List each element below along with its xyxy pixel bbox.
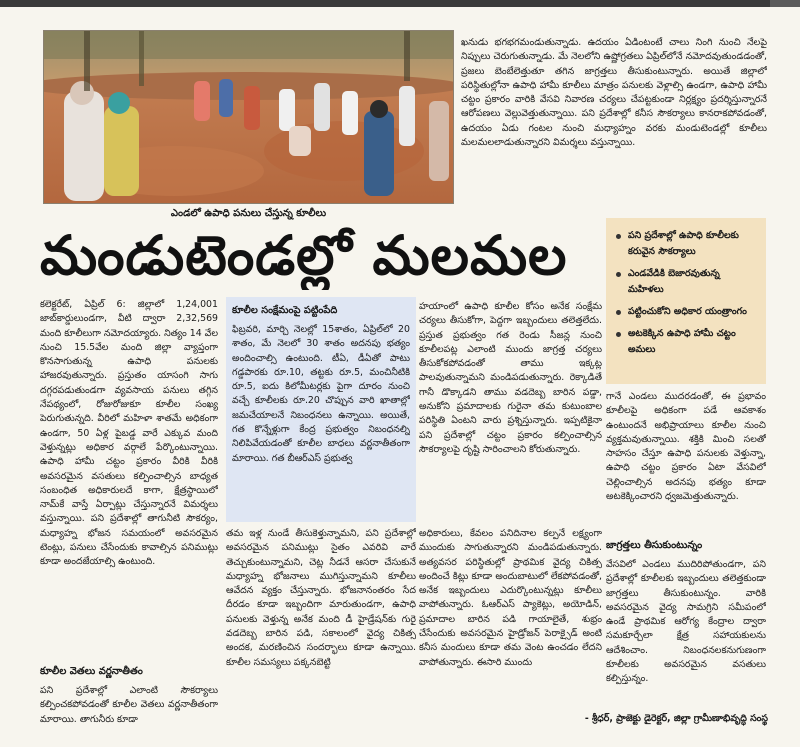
byline: - శ్రీధర్, ప్రాజెక్టు డైరెక్టర్, జిల్లా గ్రామీణాభివృద్ధి సంస్థ: [584, 713, 768, 724]
column-1-paragraph-2: పని ప్రదేశాల్లో ఎలాంటి సౌకర్యాలు కల్పించకపోవడంతో కూలీల వెతలు వర్ణనాతీతంగా మారాయి. తాగునీరు కూడా: [40, 685, 218, 725]
column-2-bottom: [226, 527, 416, 742]
welfare-box: [226, 297, 416, 522]
column-1-subhead: కూలీల వెతలు వర్ణనాతీతం: [40, 666, 143, 677]
headline: మండుటెండల్లో మలమల: [40, 223, 568, 287]
column-1-paragraph: కలెక్టరేట్, ఏప్రిల్ 6: జిల్లాలో 1,24,001 జాబ్‌కార్డులుండగా, వీటి ద్వారా 2,32,569 మంది కూలీలుగా నమోదయ్యారు. నిత్యం 14 వేల నుంచి 15.5వేల మంది జిల్లా వ్యాప్తంగా కొనసాగుతున్న ఉపాధి పనులకు హాజరవుతున్నారు. ప్రస్తుతం యాసంగి సాగు దగ్గరపడుతుండగా వ్యవసాయ పనులు తగ్గిన నేపథ్యంలో, రోజురోజుకూ కూలీల సంఖ్య పెరుగుతున్నది. వీరిలో మహిళా శాతమే అధికంగా ఉండగా, 50 ఏళ్ల పైబడ్డ వారే ఎక్కువ మంది వెళ్తున్నట్లు అధికార వర్గాలే పేర్కొంటున్నాయి. ఉపాధి హామీ చట్టం ప్రకారం వీరికి వీరికి అవసరమైన వసతులు కల్పించాల్సిన బాధ్యత సంబంధిత అధికారులదే కాగా, క్షేత్రస్థాయిలో నామ్‌కే వాస్తే ఏర్పాట్లు చేస్తున్నారనే విమర్శలు వస్తున్నాయి. పని ప్రదేశాల్లో తాగునీటి సౌకర్యం, మధ్యాహ్న భోజన సమయంలో అవసరమైన టెంట్లు, పనులు చేసేందుకు కావాల్సిన పనిముట్లు కూడా అందజేయాల్సి ఉంటుంది.: [40, 299, 218, 568]
news-photo: [43, 30, 454, 204]
highlights-box: [606, 218, 766, 384]
highlight-item: పని ప్రదేశాల్లో ఉపాధి కూలీలకు కరువైన సౌకర్యాలు: [614, 228, 758, 260]
column-1-bottom: [40, 684, 218, 742]
intro-text-right: [461, 36, 767, 212]
column-4-subhead: జాగ్రత్తలు తీసుకుంటున్నం: [606, 540, 703, 551]
column-2-paragraph: తమ ఇళ్ల నుండే తీసుకెళ్తున్నామని, పని ప్రదేశాల్లో అవసరమైన పనిముట్లు సైతం ఎవరివి వారే తెచ్చుకుంటున్నామని, చెట్ల నీడనే ఆసరా చేసుకునే మధ్యాహ్న భోజనాలు ముగిస్తున్నామని కూలీలు ఆవేదన వ్యక్తం చేస్తున్నారు. భోజనానంతరం సేద దీరడం కూడా ఇబ్బందిగా మారుతుండగా, ఉపాధి పనులకు వెళ్తున్న అనేక మంది డీ హైడ్రేషన్‌కు గురై వడదెబ్బ బారిన పడి, సకాలంలో వైద్య చికిత్స అందక, మరణించిన సందర్భాలు కూడా ఉన్నాయి. కూలీల సమస్యలు పక్కనబెట్టి: [226, 528, 416, 668]
column-4-paragraph: గానే ఎండలు ముదరడంతో, ఈ ప్రభావం కూలీలపై అధికంగా పడే ఆవకాశం ఉంటుందనే అభిప్రాయాలు కూలీల నుంచి వ్యక్తమవుతున్నాయి. శక్తికి మించి సలతో సాహసం చేస్తూ ఉపాధి పనులకు వెళ్తున్నా, ఉపాధి చట్టం ప్రకారం ఏటా వేసవిలో చెల్లించాల్సిన అదనపు భత్యం కూడా అటకెక్కించారని ధ్వజమెత్తుతున్నారు.: [606, 391, 766, 503]
highlight-item: ఎండవేడికి బెజారవుతున్న మహిళలు: [614, 266, 758, 298]
column-4-bottom: [606, 558, 766, 708]
workers-photo-illustration: [44, 31, 454, 204]
column-3-bottom: [419, 527, 602, 742]
welfare-box-text: [232, 323, 410, 523]
welfare-box-paragraph: ఫిబ్రవరి, మార్చి నెలల్లో 15శాతం, ఏప్రిల్‌లో 20 శాతం, మే నెలలో 30 శాతం అదనపు భత్యం అందించాల్సి ఉంటుంది. టీఏ, డీఏతో పాటు గడ్డపారకు రూ.10, తట్టకు రూ.5, మంచినీటికి రూ.5, ఐదు కిలోమీటర్లకు పైగా దూరం నుంచి వచ్చే కూలీలకు రూ.20 చొప్పున వారి ఖాతాల్లో జమచేయాలనే నిబంధనలు ఉన్నాయి. అయితే, గత కొన్నేళ్లుగా కేంద్ర ప్రభుత్వం నిబంధనల్ని నిలిపివేయడంతో కూలీల బాధలు వర్ణనాతీతంగా మారాయి. గత బీఆర్ఎస్ ప్రభుత్వ: [232, 324, 410, 464]
intro-paragraph: ఖనుడు భగభగమండుతున్నాడు. ఉదయం ఏడింటంటే చాలు నింగి నుంచి నేలపై నిప్పులు చెరుగుతున్నాడు. మే నెలలోని ఉష్ణోగ్రతలు ఏప్రిల్‌లోనే నమోదవుతుండడంతో, ప్రజలు బెంబేలెత్తుతూ తగిన జాగ్రత్తలు తీసుకుంటున్నారు. అయితే జిల్లాలో పరిస్థితుల్లోనా ఉపాధి హామీ కూలీలు మాత్రం పనులకు వెళ్లాల్సి ఉండగా, ఉపాధి హామీ చట్టం ప్రకారం వారికి వేసవి నివారణ చర్యలు చేపట్టకుండా నిర్లక్ష్యం ప్రదర్శిస్తున్నారనే ఆరోపణలు వెల్లువెత్తుతున్నాయి. పని ప్రదేశాల్లో కనీస సౌకర్యాలు కానరాకపోవడంతో, ఉదయం ఏడు గంటల నుంచి మధ్యాహ్నం వరకు మండుటెండల్లో కూలీలు మలమలలాడుతున్నారని విమర్శలు వస్తున్నాయి.: [461, 37, 767, 149]
highlight-item: పట్టించుకోని అధికార యంత్రాంగం: [614, 304, 758, 320]
column-3: [419, 300, 602, 522]
top-rule-accent: [770, 0, 800, 7]
welfare-box-title: కూలీల సంక్షేమంపై పట్టింపేది: [232, 305, 338, 316]
column-1: [40, 298, 218, 658]
highlights-list: [614, 228, 758, 358]
column-4-paragraph-2: వేసవిలో ఎండలు ముదిరిపోతుండగా, పని ప్రదేశాల్లో కూలీలకు ఇబ్బందులు తలెత్తకుండా జాగ్రత్తలు తీసుకుంటున్నం. వారికి అవసరమైన వైద్య సామగ్రిని సమీపంలో ఉండే ప్రాథమిక ఆరోగ్య కేంద్రాల ద్వారా సమకూర్చేలా క్షేత్ర సహాయకులను ఆదేశించాం. నిబంధనలకనుగుణంగా కూలీలకు అవసరమైన వసతులు కల్పిస్తున్నం.: [606, 559, 766, 685]
highlight-item: అటకెక్కిన ఉపాధి హామీ చట్టం అమలు: [614, 326, 758, 358]
top-rule: [0, 0, 800, 7]
column-4: [606, 390, 766, 530]
column-3-paragraph: హయాంలో ఉపాధి కూలీల కోసం అనేక సంక్షేమ చర్యలు తీసుకోగా, పెద్దగా ఇబ్బందులు తలెత్తలేదు. ప్రస్తుత ప్రభుత్వం గత రెండు సీజన్ల నుంచి కూలీలపట్ల ఎలాంటి ముందు జాగ్రత్త చర్యలు తీసుకోకపోవడంతో తాము ఇక్కట్ల పాలవుతున్నామని మండిపడుతున్నారు. రెక్కాడితే గానీ డొక్కాడని తాము వడదెబ్బ బారిన పడ్డా, అనుకోని ప్రమాదాలకు గురైనా తమ కుటుంబాల పరిస్థితి ఏంటని వారు ప్రశ్నిస్తున్నారు. ఇప్పటికైనా పని ప్రదేశాల్లో చట్టం ప్రకారం కల్పించాల్సిన సౌకర్యాలపై దృష్టి సారించాలని కోరుతున్నారు.: [419, 301, 602, 455]
column-3-paragraph-2: అధికారులు, కేవలం పనిదినాల కల్పనే లక్ష్యంగా ముందుకు సాగుతున్నారని మండిపడుతున్నారు. అత్యవసర పరిస్థితుల్లో ప్రాథమిక వైద్య చికిత్స అందించే కిట్లు కూడా అందుబాటులో లేకపోవడంతో, అనేక ఇబ్బందులు ఎదుర్కొంటున్నట్లు కూలీలు వాపోతున్నారు. ఓఆర్ఎస్ ప్యాకెట్లు, అయోడిన్, ప్రమాదాల బారిన పడి గాయాలైతే, శుభ్రం చేసేందుకు అవసరమైన హైడ్రోజన్ పెరాక్సైడ్ అంటి కనీస మందులు కూడా తమ వెంట ఉంచడం లేదని వాపోతున్నారు. ఈసారి ముందు: [419, 528, 602, 668]
photo-caption: ఎండలో ఉపాధి పనులు చేస్తున్న కూలీలు: [170, 208, 327, 219]
